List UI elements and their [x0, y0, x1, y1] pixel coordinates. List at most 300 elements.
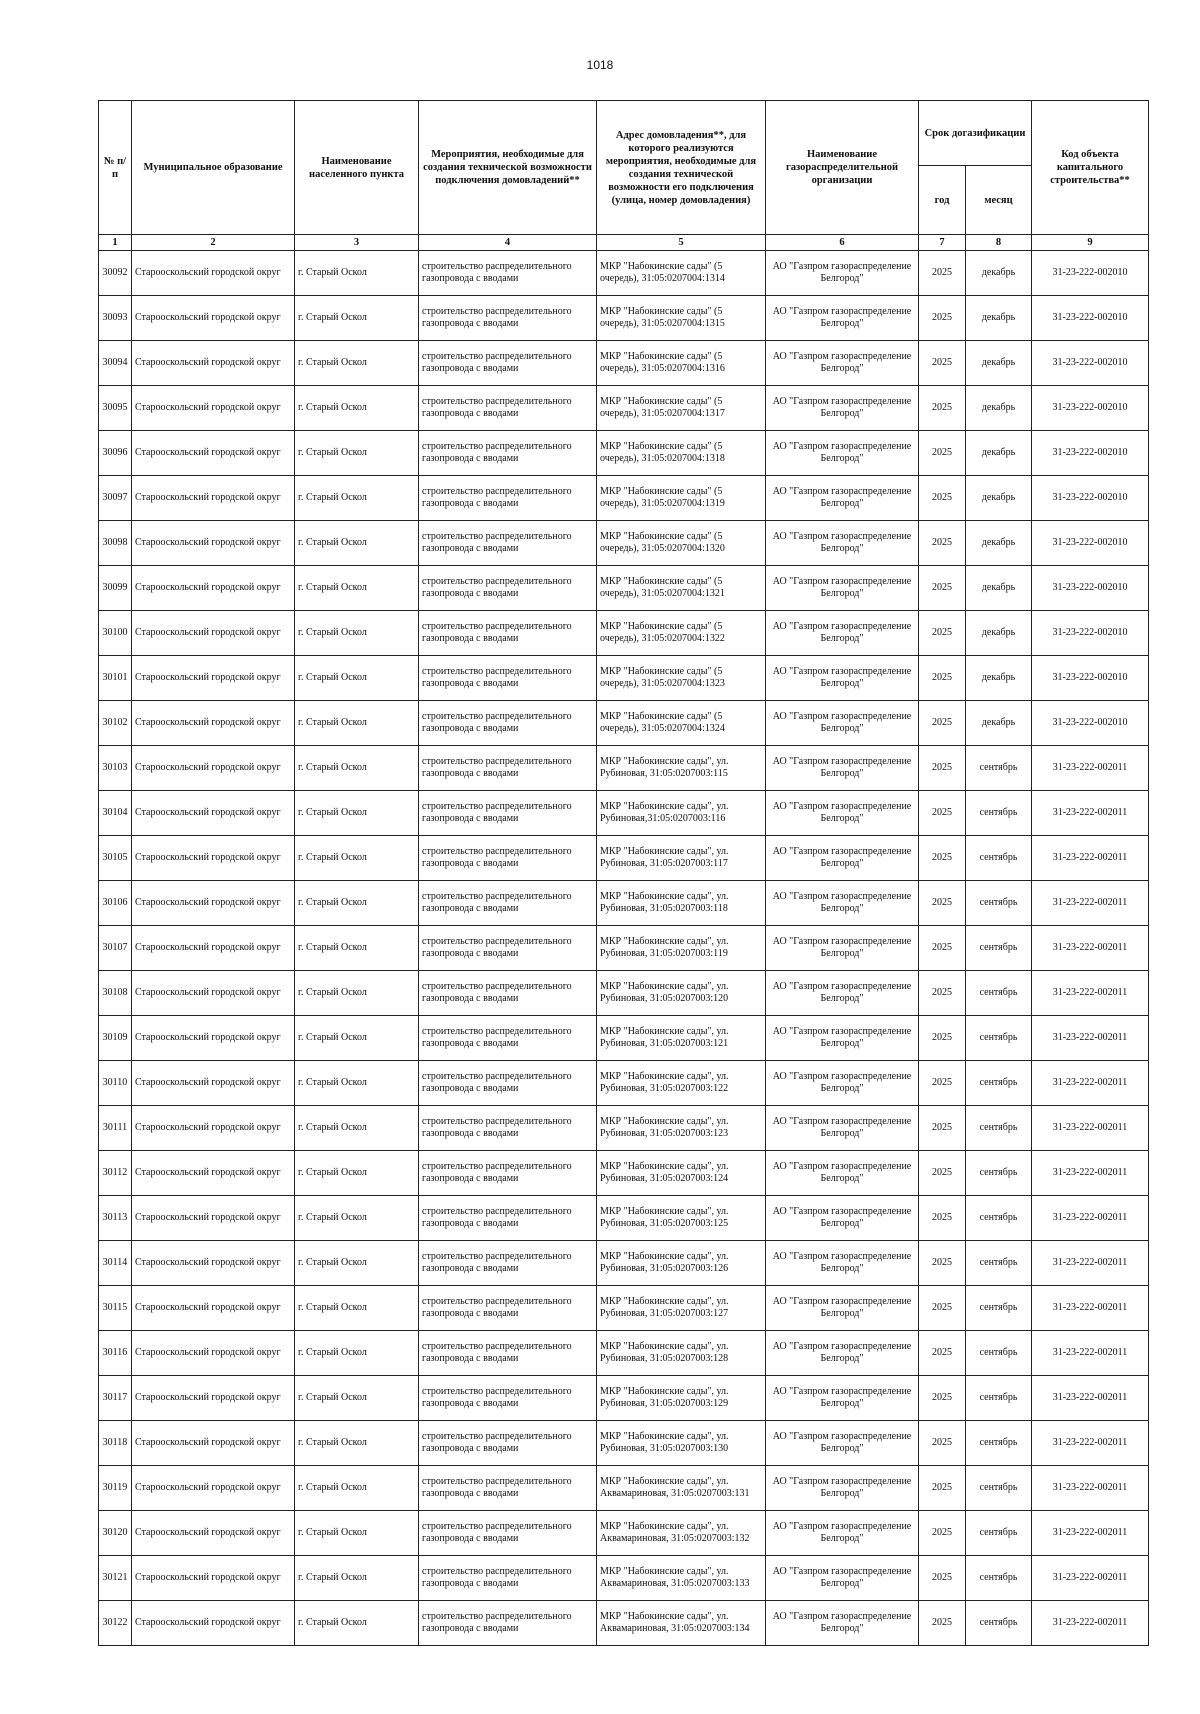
settlement-cell: г. Старый Оскол	[295, 386, 419, 431]
measures-cell: строительство распределительного газопровода с вводами	[419, 476, 597, 521]
address-cell: МКР "Набокинские сады", ул. Рубиновая, 31:05:0207003:128	[597, 1331, 766, 1376]
settlement-cell: г. Старый Оскол	[295, 251, 419, 296]
measures-cell: строительство распределительного газопровода с вводами	[419, 1106, 597, 1151]
municipality-cell: Старооскольский городской округ	[132, 1331, 295, 1376]
month-cell: сентябрь	[966, 881, 1032, 926]
address-cell: МКР "Набокинские сады", ул. Рубиновая, 31:05:0207003:124	[597, 1151, 766, 1196]
measures-cell: строительство распределительного газопровода с вводами	[419, 1151, 597, 1196]
municipality-cell: Старооскольский городской округ	[132, 566, 295, 611]
table-row	[99, 1601, 1149, 1646]
measures-cell: строительство распределительного газопровода с вводами	[419, 1421, 597, 1466]
year-cell: 2025	[919, 1601, 966, 1646]
year-cell: 2025	[919, 296, 966, 341]
code-cell: 31-23-222-002011	[1032, 971, 1149, 1016]
year-cell: 2025	[919, 521, 966, 566]
row-number: 30109	[99, 1016, 132, 1061]
municipality-cell: Старооскольский городской округ	[132, 746, 295, 791]
year-cell: 2025	[919, 926, 966, 971]
row-number: 30113	[99, 1196, 132, 1241]
municipality-cell: Старооскольский городской округ	[132, 1421, 295, 1466]
month-cell: декабрь	[966, 296, 1032, 341]
measures-cell: строительство распределительного газопровода с вводами	[419, 521, 597, 566]
address-cell: МКР "Набокинские сады", ул. Рубиновая, 31:05:0207003:126	[597, 1241, 766, 1286]
column-number: 4	[419, 235, 597, 251]
organization-cell: АО "Газпром газораспределение Белгород"	[766, 431, 919, 476]
month-cell: сентябрь	[966, 1016, 1032, 1061]
settlement-cell: г. Старый Оскол	[295, 1601, 419, 1646]
code-cell: 31-23-222-002011	[1032, 1376, 1149, 1421]
measures-cell: строительство распределительного газопровода с вводами	[419, 1241, 597, 1286]
header-municipality: Муниципальное образование	[132, 101, 295, 235]
year-cell: 2025	[919, 1061, 966, 1106]
month-cell: сентябрь	[966, 1556, 1032, 1601]
settlement-cell: г. Старый Оскол	[295, 341, 419, 386]
month-cell: сентябрь	[966, 926, 1032, 971]
year-cell: 2025	[919, 611, 966, 656]
address-cell: МКР "Набокинские сады" (5 очередь), 31:05:0207004:1314	[597, 251, 766, 296]
settlement-cell: г. Старый Оскол	[295, 1016, 419, 1061]
address-cell: МКР "Набокинские сады", ул. Аквамариновая, 31:05:0207003:132	[597, 1511, 766, 1556]
address-cell: МКР "Набокинские сады" (5 очередь), 31:05:0207004:1320	[597, 521, 766, 566]
table-row	[99, 476, 1149, 521]
year-cell: 2025	[919, 1106, 966, 1151]
year-cell: 2025	[919, 386, 966, 431]
row-number: 30092	[99, 251, 132, 296]
month-cell: декабрь	[966, 701, 1032, 746]
year-cell: 2025	[919, 746, 966, 791]
municipality-cell: Старооскольский городской округ	[132, 296, 295, 341]
month-cell: сентябрь	[966, 746, 1032, 791]
header-term: Срок догазификации	[919, 101, 1032, 166]
column-number: 2	[132, 235, 295, 251]
table-body	[99, 251, 1149, 1646]
row-number: 30118	[99, 1421, 132, 1466]
row-number: 30117	[99, 1376, 132, 1421]
settlement-cell: г. Старый Оскол	[295, 1106, 419, 1151]
month-cell: сентябрь	[966, 1196, 1032, 1241]
code-cell: 31-23-222-002011	[1032, 881, 1149, 926]
gasification-table	[98, 100, 1149, 1646]
table-row	[99, 1241, 1149, 1286]
year-cell: 2025	[919, 881, 966, 926]
settlement-cell: г. Старый Оскол	[295, 881, 419, 926]
code-cell: 31-23-222-002010	[1032, 611, 1149, 656]
header-measures: Мероприятия, необходимые для создания технической возможности подключения домовладений**	[419, 101, 597, 235]
row-number: 30120	[99, 1511, 132, 1556]
month-cell: сентябрь	[966, 1511, 1032, 1556]
measures-cell: строительство распределительного газопровода с вводами	[419, 1601, 597, 1646]
settlement-cell: г. Старый Оскол	[295, 971, 419, 1016]
year-cell: 2025	[919, 656, 966, 701]
table-row	[99, 1061, 1149, 1106]
organization-cell: АО "Газпром газораспределение Белгород"	[766, 1106, 919, 1151]
measures-cell: строительство распределительного газопровода с вводами	[419, 1016, 597, 1061]
year-cell: 2025	[919, 1016, 966, 1061]
municipality-cell: Старооскольский городской округ	[132, 1061, 295, 1106]
measures-cell: строительство распределительного газопровода с вводами	[419, 1376, 597, 1421]
table-row	[99, 521, 1149, 566]
month-cell: сентябрь	[966, 1286, 1032, 1331]
row-number: 30097	[99, 476, 132, 521]
year-cell: 2025	[919, 836, 966, 881]
row-number: 30105	[99, 836, 132, 881]
measures-cell: строительство распределительного газопровода с вводами	[419, 701, 597, 746]
municipality-cell: Старооскольский городской округ	[132, 1556, 295, 1601]
address-cell: МКР "Набокинские сады", ул. Рубиновая, 31:05:0207003:123	[597, 1106, 766, 1151]
measures-cell: строительство распределительного газопровода с вводами	[419, 611, 597, 656]
organization-cell: АО "Газпром газораспределение Белгород"	[766, 476, 919, 521]
address-cell: МКР "Набокинские сады", ул. Рубиновая, 31:05:0207003:118	[597, 881, 766, 926]
organization-cell: АО "Газпром газораспределение Белгород"	[766, 296, 919, 341]
year-cell: 2025	[919, 1286, 966, 1331]
municipality-cell: Старооскольский городской округ	[132, 791, 295, 836]
table-row	[99, 656, 1149, 701]
municipality-cell: Старооскольский городской округ	[132, 1466, 295, 1511]
organization-cell: АО "Газпром газораспределение Белгород"	[766, 701, 919, 746]
row-number: 30103	[99, 746, 132, 791]
municipality-cell: Старооскольский городской округ	[132, 1106, 295, 1151]
row-number: 30112	[99, 1151, 132, 1196]
table-row	[99, 1511, 1149, 1556]
settlement-cell: г. Старый Оскол	[295, 566, 419, 611]
year-cell: 2025	[919, 1511, 966, 1556]
row-number: 30101	[99, 656, 132, 701]
address-cell: МКР "Набокинские сады", ул. Рубиновая,31:05:0207003:116	[597, 791, 766, 836]
row-number: 30111	[99, 1106, 132, 1151]
organization-cell: АО "Газпром газораспределение Белгород"	[766, 1196, 919, 1241]
code-cell: 31-23-222-002010	[1032, 566, 1149, 611]
settlement-cell: г. Старый Оскол	[295, 521, 419, 566]
month-cell: сентябрь	[966, 1061, 1032, 1106]
address-cell: МКР "Набокинские сады", ул. Аквамариновая, 31:05:0207003:133	[597, 1556, 766, 1601]
measures-cell: строительство распределительного газопровода с вводами	[419, 1331, 597, 1376]
measures-cell: строительство распределительного газопровода с вводами	[419, 431, 597, 476]
organization-cell: АО "Газпром газораспределение Белгород"	[766, 386, 919, 431]
table-row	[99, 926, 1149, 971]
organization-cell: АО "Газпром газораспределение Белгород"	[766, 1286, 919, 1331]
code-cell: 31-23-222-002010	[1032, 251, 1149, 296]
month-cell: декабрь	[966, 521, 1032, 566]
municipality-cell: Старооскольский городской округ	[132, 971, 295, 1016]
municipality-cell: Старооскольский городской округ	[132, 926, 295, 971]
municipality-cell: Старооскольский городской округ	[132, 521, 295, 566]
table-row	[99, 971, 1149, 1016]
month-cell: сентябрь	[966, 1331, 1032, 1376]
code-cell: 31-23-222-002011	[1032, 746, 1149, 791]
settlement-cell: г. Старый Оскол	[295, 1376, 419, 1421]
settlement-cell: г. Старый Оскол	[295, 296, 419, 341]
address-cell: МКР "Набокинские сады" (5 очередь), 31:05:0207004:1321	[597, 566, 766, 611]
row-number: 30093	[99, 296, 132, 341]
municipality-cell: Старооскольский городской округ	[132, 476, 295, 521]
measures-cell: строительство распределительного газопровода с вводами	[419, 251, 597, 296]
table-row	[99, 701, 1149, 746]
month-cell: декабрь	[966, 341, 1032, 386]
row-number: 30095	[99, 386, 132, 431]
code-cell: 31-23-222-002011	[1032, 1511, 1149, 1556]
table-row	[99, 1016, 1149, 1061]
measures-cell: строительство распределительного газопровода с вводами	[419, 881, 597, 926]
year-cell: 2025	[919, 971, 966, 1016]
code-cell: 31-23-222-002011	[1032, 1556, 1149, 1601]
municipality-cell: Старооскольский городской округ	[132, 836, 295, 881]
table-row	[99, 341, 1149, 386]
code-cell: 31-23-222-002011	[1032, 1286, 1149, 1331]
settlement-cell: г. Старый Оскол	[295, 1556, 419, 1601]
settlement-cell: г. Старый Оскол	[295, 836, 419, 881]
year-cell: 2025	[919, 476, 966, 521]
month-cell: сентябрь	[966, 791, 1032, 836]
municipality-cell: Старооскольский городской округ	[132, 1196, 295, 1241]
table-row	[99, 566, 1149, 611]
code-cell: 31-23-222-002010	[1032, 701, 1149, 746]
month-cell: сентябрь	[966, 1421, 1032, 1466]
address-cell: МКР "Набокинские сады" (5 очередь), 31:05:0207004:1317	[597, 386, 766, 431]
organization-cell: АО "Газпром газораспределение Белгород"	[766, 521, 919, 566]
organization-cell: АО "Газпром газораспределение Белгород"	[766, 1061, 919, 1106]
table-row	[99, 791, 1149, 836]
table-row	[99, 431, 1149, 476]
code-cell: 31-23-222-002010	[1032, 476, 1149, 521]
table-row	[99, 1466, 1149, 1511]
municipality-cell: Старооскольский городской округ	[132, 1241, 295, 1286]
column-number: 7	[919, 235, 966, 251]
settlement-cell: г. Старый Оскол	[295, 1331, 419, 1376]
table-row	[99, 1376, 1149, 1421]
page-number: 1018	[586, 58, 614, 72]
month-cell: декабрь	[966, 386, 1032, 431]
municipality-cell: Старооскольский городской округ	[132, 341, 295, 386]
month-cell: сентябрь	[966, 1601, 1032, 1646]
measures-cell: строительство распределительного газопровода с вводами	[419, 656, 597, 701]
address-cell: МКР "Набокинские сады", ул. Рубиновая, 31:05:0207003:122	[597, 1061, 766, 1106]
year-cell: 2025	[919, 1196, 966, 1241]
month-cell: сентябрь	[966, 1151, 1032, 1196]
measures-cell: строительство распределительного газопровода с вводами	[419, 1061, 597, 1106]
table-row	[99, 611, 1149, 656]
municipality-cell: Старооскольский городской округ	[132, 881, 295, 926]
month-cell: сентябрь	[966, 1376, 1032, 1421]
code-cell: 31-23-222-002010	[1032, 656, 1149, 701]
code-cell: 31-23-222-002010	[1032, 386, 1149, 431]
table-row	[99, 296, 1149, 341]
month-cell: сентябрь	[966, 971, 1032, 1016]
header-organization: Наименование газораспределительной организации	[766, 101, 919, 235]
settlement-cell: г. Старый Оскол	[295, 1151, 419, 1196]
settlement-cell: г. Старый Оскол	[295, 791, 419, 836]
row-number: 30121	[99, 1556, 132, 1601]
month-cell: сентябрь	[966, 1106, 1032, 1151]
measures-cell: строительство распределительного газопровода с вводами	[419, 1196, 597, 1241]
address-cell: МКР "Набокинские сады" (5 очередь), 31:05:0207004:1323	[597, 656, 766, 701]
column-number: 9	[1032, 235, 1149, 251]
organization-cell: АО "Газпром газораспределение Белгород"	[766, 341, 919, 386]
organization-cell: АО "Газпром газораспределение Белгород"	[766, 1601, 919, 1646]
code-cell: 31-23-222-002010	[1032, 431, 1149, 476]
address-cell: МКР "Набокинские сады" (5 очередь), 31:05:0207004:1319	[597, 476, 766, 521]
year-cell: 2025	[919, 431, 966, 476]
measures-cell: строительство распределительного газопровода с вводами	[419, 1286, 597, 1331]
month-cell: декабрь	[966, 566, 1032, 611]
row-number: 30114	[99, 1241, 132, 1286]
address-cell: МКР "Набокинские сады" (5 очередь), 31:05:0207004:1316	[597, 341, 766, 386]
measures-cell: строительство распределительного газопровода с вводами	[419, 296, 597, 341]
row-number: 30100	[99, 611, 132, 656]
table-row	[99, 251, 1149, 296]
measures-cell: строительство распределительного газопровода с вводами	[419, 386, 597, 431]
code-cell: 31-23-222-002011	[1032, 1601, 1149, 1646]
settlement-cell: г. Старый Оскол	[295, 656, 419, 701]
code-cell: 31-23-222-002011	[1032, 1241, 1149, 1286]
code-cell: 31-23-222-002010	[1032, 296, 1149, 341]
row-number: 30102	[99, 701, 132, 746]
table-row	[99, 836, 1149, 881]
code-cell: 31-23-222-002011	[1032, 1196, 1149, 1241]
table-row	[99, 746, 1149, 791]
address-cell: МКР "Набокинские сады", ул. Рубиновая, 31:05:0207003:115	[597, 746, 766, 791]
organization-cell: АО "Газпром газораспределение Белгород"	[766, 251, 919, 296]
organization-cell: АО "Газпром газораспределение Белгород"	[766, 656, 919, 701]
measures-cell: строительство распределительного газопровода с вводами	[419, 1511, 597, 1556]
row-number: 30106	[99, 881, 132, 926]
settlement-cell: г. Старый Оскол	[295, 1241, 419, 1286]
column-number: 6	[766, 235, 919, 251]
code-cell: 31-23-222-002011	[1032, 1151, 1149, 1196]
organization-cell: АО "Газпром газораспределение Белгород"	[766, 926, 919, 971]
address-cell: МКР "Набокинские сады", ул. Аквамариновая, 31:05:0207003:131	[597, 1466, 766, 1511]
organization-cell: АО "Газпром газораспределение Белгород"	[766, 791, 919, 836]
address-cell: МКР "Набокинские сады" (5 очередь), 31:05:0207004:1324	[597, 701, 766, 746]
row-number: 30119	[99, 1466, 132, 1511]
municipality-cell: Старооскольский городской округ	[132, 656, 295, 701]
code-cell: 31-23-222-002010	[1032, 341, 1149, 386]
settlement-cell: г. Старый Оскол	[295, 1421, 419, 1466]
municipality-cell: Старооскольский городской округ	[132, 1376, 295, 1421]
measures-cell: строительство распределительного газопровода с вводами	[419, 341, 597, 386]
table-header	[99, 101, 1149, 251]
address-cell: МКР "Набокинские сады", ул. Рубиновая, 31:05:0207003:125	[597, 1196, 766, 1241]
column-number: 8	[966, 235, 1032, 251]
year-cell: 2025	[919, 1241, 966, 1286]
year-cell: 2025	[919, 701, 966, 746]
year-cell: 2025	[919, 341, 966, 386]
measures-cell: строительство распределительного газопровода с вводами	[419, 836, 597, 881]
measures-cell: строительство распределительного газопровода с вводами	[419, 1556, 597, 1601]
address-cell: МКР "Набокинские сады", ул. Рубиновая, 31:05:0207003:129	[597, 1376, 766, 1421]
year-cell: 2025	[919, 251, 966, 296]
row-number: 30110	[99, 1061, 132, 1106]
address-cell: МКР "Набокинские сады" (5 очередь), 31:05:0207004:1322	[597, 611, 766, 656]
row-number: 30104	[99, 791, 132, 836]
month-cell: декабрь	[966, 611, 1032, 656]
organization-cell: АО "Газпром газораспределение Белгород"	[766, 1016, 919, 1061]
measures-cell: строительство распределительного газопровода с вводами	[419, 1466, 597, 1511]
municipality-cell: Старооскольский городской округ	[132, 1511, 295, 1556]
column-number: 1	[99, 235, 132, 251]
address-cell: МКР "Набокинские сады", ул. Рубиновая, 31:05:0207003:119	[597, 926, 766, 971]
address-cell: МКР "Набокинские сады", ул. Аквамариновая, 31:05:0207003:134	[597, 1601, 766, 1646]
column-number: 3	[295, 235, 419, 251]
month-cell: декабрь	[966, 251, 1032, 296]
year-cell: 2025	[919, 566, 966, 611]
settlement-cell: г. Старый Оскол	[295, 926, 419, 971]
row-number: 30107	[99, 926, 132, 971]
code-cell: 31-23-222-002011	[1032, 1331, 1149, 1376]
organization-cell: АО "Газпром газораспределение Белгород"	[766, 746, 919, 791]
month-cell: сентябрь	[966, 1241, 1032, 1286]
row-number: 30115	[99, 1286, 132, 1331]
municipality-cell: Старооскольский городской округ	[132, 611, 295, 656]
address-cell: МКР "Набокинские сады" (5 очередь), 31:05:0207004:1315	[597, 296, 766, 341]
row-number: 30099	[99, 566, 132, 611]
municipality-cell: Старооскольский городской округ	[132, 1016, 295, 1061]
code-cell: 31-23-222-002011	[1032, 791, 1149, 836]
table-row	[99, 1331, 1149, 1376]
row-number: 30098	[99, 521, 132, 566]
code-cell: 31-23-222-002011	[1032, 1061, 1149, 1106]
municipality-cell: Старооскольский городской округ	[132, 1286, 295, 1331]
table-row	[99, 1196, 1149, 1241]
year-cell: 2025	[919, 1151, 966, 1196]
municipality-cell: Старооскольский городской округ	[132, 251, 295, 296]
organization-cell: АО "Газпром газораспределение Белгород"	[766, 1511, 919, 1556]
code-cell: 31-23-222-002010	[1032, 521, 1149, 566]
month-cell: декабрь	[966, 656, 1032, 701]
year-cell: 2025	[919, 1466, 966, 1511]
municipality-cell: Старооскольский городской округ	[132, 701, 295, 746]
table-row	[99, 1556, 1149, 1601]
year-cell: 2025	[919, 1376, 966, 1421]
code-cell: 31-23-222-002011	[1032, 1106, 1149, 1151]
organization-cell: АО "Газпром газораспределение Белгород"	[766, 971, 919, 1016]
organization-cell: АО "Газпром газораспределение Белгород"	[766, 1331, 919, 1376]
month-cell: сентябрь	[966, 1466, 1032, 1511]
organization-cell: АО "Газпром газораспределение Белгород"	[766, 1466, 919, 1511]
code-cell: 31-23-222-002011	[1032, 1016, 1149, 1061]
table-row	[99, 1151, 1149, 1196]
row-number: 30116	[99, 1331, 132, 1376]
table-row	[99, 1286, 1149, 1331]
settlement-cell: г. Старый Оскол	[295, 701, 419, 746]
settlement-cell: г. Старый Оскол	[295, 1511, 419, 1556]
settlement-cell: г. Старый Оскол	[295, 431, 419, 476]
header-settlement: Наименование населенного пункта	[295, 101, 419, 235]
column-numbers-row	[99, 235, 1149, 251]
organization-cell: АО "Газпром газораспределение Белгород"	[766, 1421, 919, 1466]
settlement-cell: г. Старый Оскол	[295, 1061, 419, 1106]
address-cell: МКР "Набокинские сады", ул. Рубиновая, 31:05:0207003:121	[597, 1016, 766, 1061]
column-number: 5	[597, 235, 766, 251]
organization-cell: АО "Газпром газораспределение Белгород"	[766, 611, 919, 656]
municipality-cell: Старооскольский городской округ	[132, 1601, 295, 1646]
address-cell: МКР "Набокинские сады", ул. Рубиновая, 31:05:0207003:127	[597, 1286, 766, 1331]
settlement-cell: г. Старый Оскол	[295, 1196, 419, 1241]
organization-cell: АО "Газпром газораспределение Белгород"	[766, 836, 919, 881]
table-row	[99, 1421, 1149, 1466]
row-number: 30096	[99, 431, 132, 476]
row-number: 30108	[99, 971, 132, 1016]
measures-cell: строительство распределительного газопровода с вводами	[419, 746, 597, 791]
year-cell: 2025	[919, 1421, 966, 1466]
measures-cell: строительство распределительного газопровода с вводами	[419, 791, 597, 836]
year-cell: 2025	[919, 791, 966, 836]
address-cell: МКР "Набокинские сады", ул. Рубиновая, 31:05:0207003:130	[597, 1421, 766, 1466]
settlement-cell: г. Старый Оскол	[295, 611, 419, 656]
code-cell: 31-23-222-002011	[1032, 926, 1149, 971]
settlement-cell: г. Старый Оскол	[295, 1466, 419, 1511]
row-number: 30122	[99, 1601, 132, 1646]
code-cell: 31-23-222-002011	[1032, 1466, 1149, 1511]
